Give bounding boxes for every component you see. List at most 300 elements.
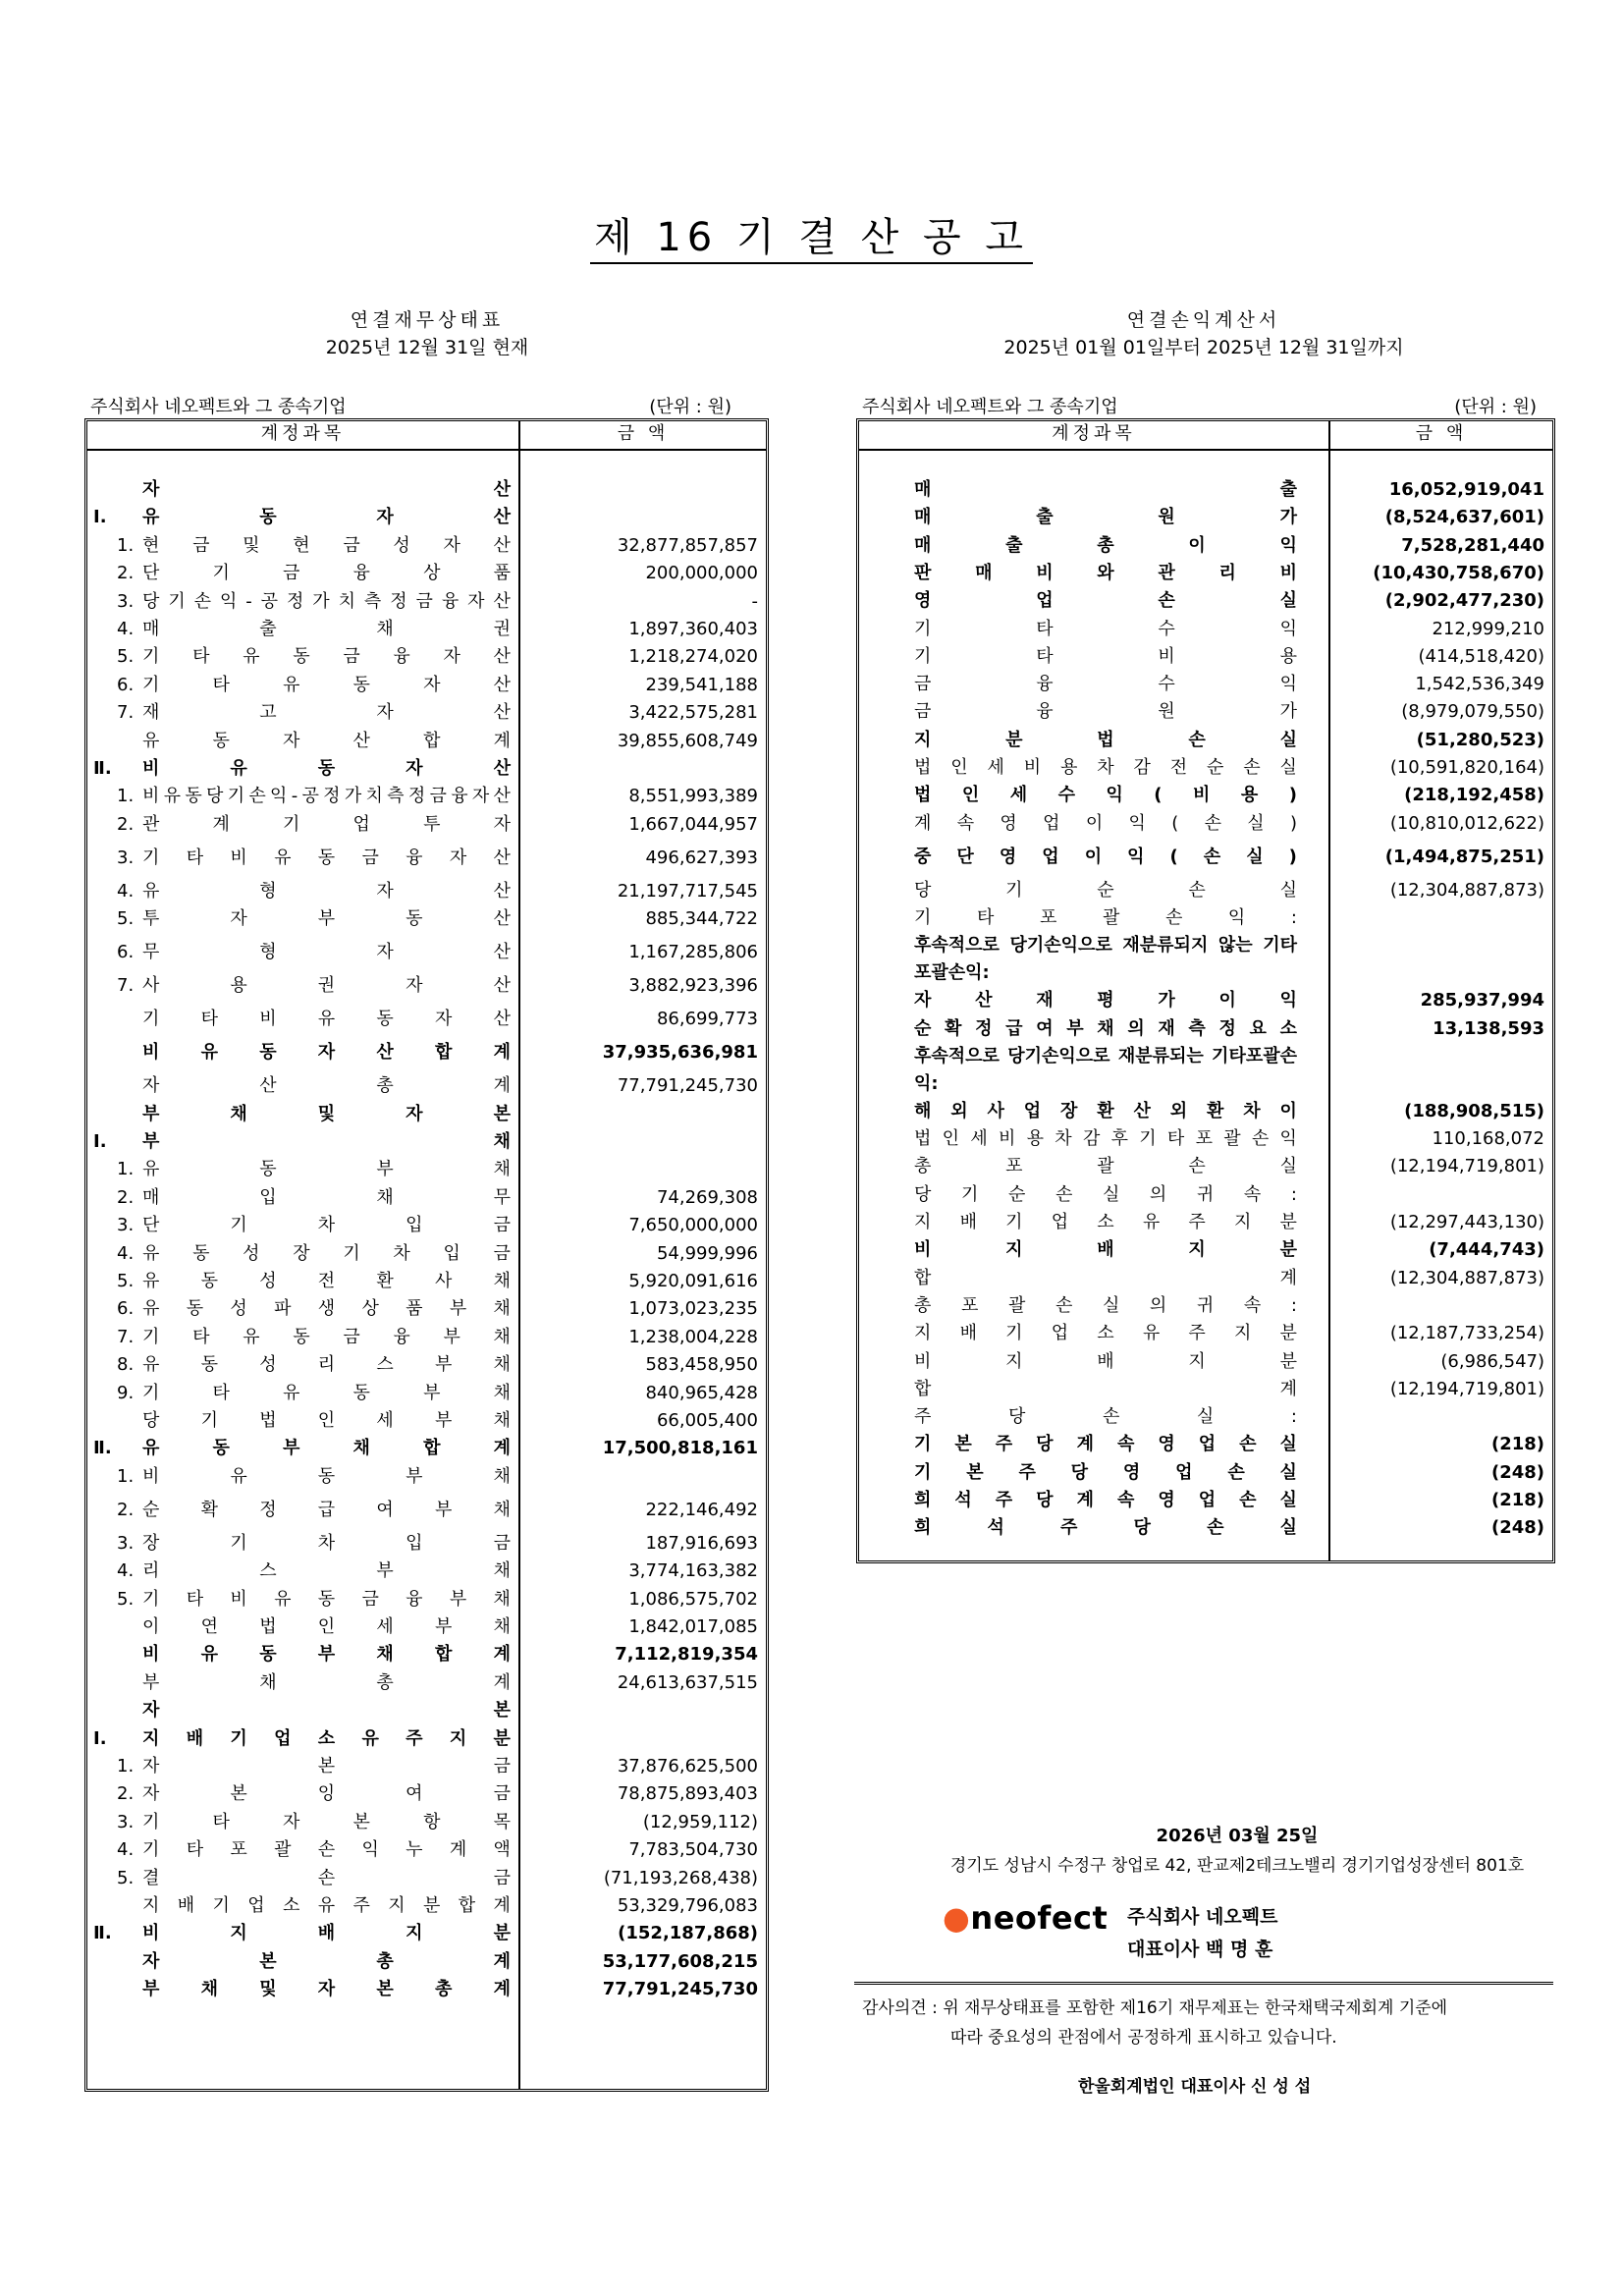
is-row-amount: 16,052,919,041 (1388, 479, 1544, 500)
is-row (859, 1459, 1552, 1487)
is-col-amount: 금 액 (1415, 423, 1468, 444)
is-row-amount: (218) (1490, 1434, 1544, 1455)
bs-row-label: 유 동 성 리 스 부 채 (142, 1354, 511, 1376)
bs-row-number: 1. (117, 786, 135, 807)
is-row (859, 1403, 1552, 1431)
bs-row (87, 1725, 766, 1753)
audit-opinion-line2: 따라 중요성의 관점에서 공정하게 표시하고 있습니다. (950, 2028, 1337, 2048)
bs-row-number: 4. (117, 1839, 135, 1861)
bs-row-label: 유 동 자 산 (142, 507, 511, 528)
is-row-amount: (10,430,758,670) (1373, 562, 1544, 583)
bs-row (87, 560, 766, 587)
bs-row (87, 532, 766, 560)
bs-row-amount: 200,000,000 (645, 563, 758, 584)
bs-row-label: 당 기 법 인 세 부 채 (142, 1410, 511, 1431)
is-row (859, 1376, 1552, 1403)
is-row-label: 주 당 손 실 : (914, 1406, 1297, 1428)
bs-row-label: 유 동 성 파 생 상 품 부 채 (142, 1298, 511, 1320)
bs-row-amount: 222,146,492 (645, 1499, 758, 1520)
bs-row-label: 단 기 금 융 상 품 (142, 563, 511, 584)
bs-row-number: 3. (117, 1811, 135, 1832)
is-row-amount: (7,444,743) (1429, 1239, 1544, 1261)
is-row-label: 희 석 주 당 손 실 (914, 1517, 1297, 1539)
is-row-amount: (10,810,012,622) (1389, 812, 1544, 834)
bs-row-label: 비 유 동 자 산 합 계 (142, 1042, 511, 1064)
bs-row (87, 1463, 766, 1491)
bs-row-label: 부 채 및 자 본 (142, 1103, 511, 1124)
is-row-amount: 285,937,994 (1420, 990, 1544, 1011)
bs-row-label: 비 유 동 부 채 (142, 1465, 511, 1487)
is-row (859, 1209, 1552, 1236)
bs-row-number: 5. (117, 1588, 135, 1610)
bs-row-number: 3. (117, 590, 135, 612)
bs-row-roman: Ⅰ. (93, 1727, 107, 1749)
bs-row-label: 관 계 기 업 투 자 (142, 813, 511, 835)
bs-row-label: 자 본 (142, 1700, 511, 1722)
is-row-label: 매 출 총 이 익 (914, 534, 1297, 556)
bs-row-label: 투 자 부 동 산 (142, 908, 511, 930)
is-row (859, 932, 1552, 987)
company-name: 주식회사 네오펙트 (1127, 1906, 1278, 1928)
bs-row (87, 1976, 766, 2003)
bs-row-number: 2. (117, 1783, 135, 1805)
is-row-amount (1330, 1403, 1544, 1431)
is-row (859, 476, 1552, 504)
bs-row-label: 매 출 채 권 (142, 619, 511, 639)
bs-row (87, 1240, 766, 1268)
bs-row-amount: 496,627,393 (645, 847, 758, 868)
bs-row (87, 1497, 766, 1524)
is-row (859, 698, 1552, 726)
bs-row (87, 755, 766, 783)
bs-row (87, 1920, 766, 1947)
ceo-name: 대표이사 백 명 훈 (1127, 1939, 1273, 1960)
bs-row (87, 1613, 766, 1641)
bs-row (87, 1641, 766, 1668)
is-row-amount (1330, 1181, 1544, 1209)
is-row-label: 금 융 수 익 (914, 674, 1297, 695)
is-row-label: 당 기 순 손 실 의 귀 속 : (914, 1183, 1297, 1205)
bs-row-amount (520, 1101, 758, 1128)
bs-row-amount: 66,005,400 (656, 1410, 758, 1431)
is-row-label: 비 지 배 지 분 (914, 1350, 1297, 1372)
bs-row-amount (520, 1463, 758, 1491)
bs-row-label: 부 채 (142, 1131, 511, 1152)
bs-row (87, 1669, 766, 1697)
bs-row (87, 845, 766, 872)
is-row-label: 후속적으로 당기손익으로 재분류되는 기타포괄손익: (914, 1045, 1297, 1094)
bs-row (87, 1039, 766, 1066)
bs-row-amount: 17,500,818,161 (602, 1438, 758, 1459)
is-row-amount: (8,979,079,550) (1401, 701, 1544, 723)
bs-row-amount: 1,218,274,020 (628, 646, 758, 668)
is-row (859, 671, 1552, 698)
bs-row-amount: (152,187,868) (618, 1923, 758, 1944)
is-row-label: 합 계 (914, 1378, 1297, 1399)
bs-row-label: 자 산 (142, 479, 511, 500)
bs-row-label: 비 유 동 자 산 (142, 758, 511, 779)
bs-row-label: 비 지 배 지 분 (142, 1923, 511, 1944)
is-row-amount (1330, 932, 1544, 959)
is-row-label: 매 출 원 가 (914, 507, 1297, 528)
bs-row-roman: Ⅰ. (93, 1131, 107, 1152)
is-company: 주식회사 네오펙트와 그 종속기업 (862, 397, 1118, 417)
is-row (859, 727, 1552, 754)
bs-row-label: 자 본 금 (142, 1756, 511, 1777)
neofect-logo (943, 1899, 1108, 1937)
bs-row-number: 8. (117, 1354, 135, 1376)
income-statement-table (856, 418, 1555, 1563)
bs-row (87, 939, 766, 966)
is-row-amount: (12,187,733,254) (1389, 1323, 1544, 1344)
bs-row-label: 사 용 권 자 산 (142, 975, 511, 997)
bs-row-amount: 53,177,608,215 (602, 1950, 758, 1972)
bs-row-number: 2. (117, 1499, 135, 1520)
bs-row-amount: 53,329,796,083 (617, 1895, 758, 1916)
bs-row-label: 기 타 비 유 동 금 융 부 채 (142, 1588, 511, 1610)
bs-row-number: 1. (117, 1465, 135, 1487)
bs-row-label: 결 손 금 (142, 1867, 511, 1888)
bs-row (87, 616, 766, 643)
is-row-label: 당 기 순 손 실 (914, 879, 1297, 901)
bs-row (87, 504, 766, 531)
bs-row-label: 장 기 차 입 금 (142, 1532, 511, 1554)
is-row (859, 1153, 1552, 1180)
bs-row-amount (520, 1725, 758, 1753)
is-row-amount: (6,986,547) (1440, 1350, 1544, 1372)
bs-row-number: 4. (117, 619, 135, 639)
bs-row (87, 1351, 766, 1379)
is-row-label: 기 타 비 용 (914, 645, 1297, 667)
bs-row-amount: 7,650,000,000 (628, 1215, 758, 1236)
is-row-amount: (248) (1490, 1517, 1544, 1539)
bs-row-number: 5. (117, 1271, 135, 1291)
is-row-label: 매 출 (914, 479, 1297, 500)
bs-row (87, 1435, 766, 1462)
is-row-amount: (414,518,420) (1418, 645, 1544, 667)
bs-col-account: 계정과목 (260, 423, 346, 444)
bs-row-amount: 39,855,608,749 (617, 730, 758, 751)
bs-row-label: 단 기 차 입 금 (142, 1215, 511, 1236)
is-row-amount (1330, 1043, 1544, 1070)
bs-row-number: 4. (117, 1242, 135, 1264)
bs-row-amount: 54,999,996 (656, 1242, 758, 1264)
is-row (859, 1292, 1552, 1320)
bs-row (87, 1558, 766, 1585)
bs-row (87, 672, 766, 699)
bs-row-amount (520, 476, 758, 504)
bs-row (87, 1101, 766, 1128)
is-row-amount (1330, 904, 1544, 932)
bs-row (87, 1407, 766, 1435)
bs-row-roman: Ⅱ. (93, 758, 112, 779)
is-row-label: 지 분 법 손 실 (914, 729, 1297, 750)
bs-row-roman: Ⅰ. (93, 507, 107, 528)
bs-row (87, 1156, 766, 1183)
bs-row-label: 유 동 성 장 기 차 입 금 (142, 1242, 511, 1264)
is-row-amount: (51,280,523) (1416, 729, 1544, 750)
is-unit: (단위 : 원) (1454, 397, 1537, 417)
is-row-label: 총 포 괄 손 실 (914, 1156, 1297, 1177)
bs-row-amount (520, 1156, 758, 1183)
bs-row-roman: Ⅱ. (93, 1438, 112, 1459)
bs-row-label: 리 스 부 채 (142, 1560, 511, 1582)
is-row-label: 총 포 괄 손 실 의 귀 속 : (914, 1294, 1297, 1316)
bs-row-amount: - (751, 590, 758, 612)
bs-row-amount: 7,112,819,354 (615, 1644, 758, 1666)
is-row-label: 순 확 정 급 여 부 채 의 재 측 정 요 소 (914, 1017, 1297, 1039)
is-row-label: 지 배 기 업 소 유 주 지 분 (914, 1212, 1297, 1232)
bs-row-amount: 1,667,044,957 (628, 813, 758, 835)
is-row-amount: (12,304,887,873) (1389, 1267, 1544, 1288)
is-row-label: 후속적으로 당기손익으로 재분류되지 않는 기타포괄손익: (914, 935, 1297, 984)
bs-row-label: 기 타 자 본 항 목 (142, 1811, 511, 1832)
bs-row-label: 부 채 총 계 (142, 1671, 511, 1693)
bs-row-amount: 5,920,091,616 (628, 1271, 758, 1291)
bs-row-label: 당 기 손 익 - 공 정 가 치 측 정 금 융 자 산 (142, 590, 511, 612)
bs-row-amount: 1,167,285,806 (628, 942, 758, 963)
is-row (859, 1181, 1552, 1209)
is-row (859, 1487, 1552, 1514)
is-row-label: 희 석 주 당 계 속 영 업 손 실 (914, 1490, 1297, 1510)
is-row-amount: 110,168,072 (1432, 1128, 1544, 1150)
bs-row-number: 3. (117, 1215, 135, 1236)
bs-row-amount (520, 1697, 758, 1724)
is-row (859, 1514, 1552, 1542)
bs-row (87, 643, 766, 671)
bs-row-roman: Ⅱ. (93, 1923, 112, 1944)
bs-row-label: 현 금 및 현 금 성 자 산 (142, 534, 511, 556)
is-row-amount: (218) (1490, 1490, 1544, 1510)
bs-row-amount: 24,613,637,515 (617, 1671, 758, 1693)
is-row-amount (1330, 1292, 1544, 1320)
is-row (859, 987, 1552, 1014)
bs-row-label: 이 연 법 인 세 부 채 (142, 1616, 511, 1637)
bs-row-number: 1. (117, 1159, 135, 1180)
is-row-amount: (1,494,875,251) (1384, 846, 1544, 867)
is-row-amount: 1,542,536,349 (1415, 674, 1544, 695)
bs-row (87, 1380, 766, 1407)
bs-row-number: 4. (117, 1560, 135, 1582)
bs-row (87, 1586, 766, 1613)
bs-row-label: 기 타 비 유 동 금 융 자 산 (142, 847, 511, 868)
is-row-amount: (218,192,458) (1404, 785, 1544, 806)
bs-row-number: 6. (117, 674, 135, 695)
is-row-label: 법 인 세 수 익 ( 비 용 ) (914, 785, 1297, 806)
bs-row (87, 1753, 766, 1780)
bs-row-label: 자 산 총 계 (142, 1075, 511, 1097)
bs-row (87, 1865, 766, 1892)
bs-row-number: 7. (117, 1326, 135, 1347)
audit-opinion-line1: 감사의견 : 위 재무상태표를 포함한 제16기 재무제표는 한국채택국제회계 기준에 (862, 1998, 1448, 2018)
bs-row-number: 6. (117, 942, 135, 963)
bs-row-label: 유 형 자 산 (142, 880, 511, 902)
is-row (859, 904, 1552, 932)
bs-date: 2025년 12월 31일 현재 (325, 337, 529, 358)
bs-row-amount: 1,238,004,228 (628, 1326, 758, 1347)
is-row-label: 해 외 사 업 장 환 산 외 환 차 이 (914, 1100, 1297, 1121)
bs-row (87, 1892, 766, 1920)
company-address: 경기도 성남시 수정구 창업로 42, 판교제2테크노밸리 경기기업성장센터 801호 (949, 1856, 1525, 1876)
bs-row-number: 9. (117, 1382, 135, 1403)
is-row-label: 기 타 수 익 (914, 618, 1297, 639)
is-row (859, 616, 1552, 643)
bs-row-label: 기 타 유 동 금 융 자 산 (142, 646, 511, 668)
notice-date: 2026년 03월 25일 (1156, 1826, 1319, 1846)
bs-row-label: 유 동 부 채 합 계 (142, 1438, 511, 1459)
bs-row-amount: 3,422,575,281 (628, 702, 758, 724)
is-col-account: 계정과목 (1052, 423, 1136, 444)
bs-row-amount: 1,073,023,235 (628, 1298, 758, 1320)
is-row-label: 법 인 세 비 용 차 감 후 기 타 포 괄 손 익 (914, 1128, 1297, 1150)
bs-table-header (87, 421, 766, 451)
bs-row-amount: 3,882,923,396 (628, 975, 758, 997)
logo-text: neofect (970, 1899, 1109, 1937)
is-row-label: 합 계 (914, 1267, 1297, 1288)
bs-row (87, 905, 766, 933)
bs-row-label: 유 동 자 산 합 계 (142, 730, 511, 751)
bs-row-label: 매 입 채 무 (142, 1186, 511, 1208)
bs-row-amount: 840,965,428 (645, 1382, 758, 1403)
bs-row-amount: 8,551,993,389 (628, 786, 758, 807)
bs-row-number: 5. (117, 1867, 135, 1888)
bs-row (87, 1530, 766, 1558)
bs-row-label: 기 타 비 유 동 자 산 (142, 1009, 511, 1030)
bs-row-amount: 78,875,893,403 (617, 1783, 758, 1805)
is-row-label: 기 본 주 당 영 업 손 실 (914, 1461, 1297, 1483)
bs-row (87, 1809, 766, 1836)
bs-row (87, 878, 766, 905)
is-row-label: 기 타 포 괄 손 익 : (914, 906, 1297, 928)
bs-row (87, 1072, 766, 1100)
is-row-amount: 212,999,210 (1432, 618, 1544, 639)
bs-row-amount: (71,193,268,438) (603, 1867, 758, 1888)
bs-row-label: 무 형 자 산 (142, 942, 511, 963)
bs-row-number: 5. (117, 908, 135, 930)
bs-row-amount (520, 504, 758, 531)
is-row (859, 1320, 1552, 1347)
bs-row (87, 699, 766, 727)
is-row (859, 844, 1552, 871)
is-row-label: 판 매 비 와 관 리 비 (914, 562, 1297, 583)
bs-row-number: 1. (117, 1756, 135, 1777)
bs-row (87, 476, 766, 504)
is-row (859, 877, 1552, 904)
bs-row-label: 지 배 기 업 소 유 주 지 분 (142, 1727, 511, 1749)
is-row (859, 532, 1552, 560)
is-row (859, 643, 1552, 671)
bs-col-amount: 금 액 (617, 423, 670, 444)
bs-row (87, 1212, 766, 1239)
is-row (859, 782, 1552, 809)
bs-row-label: 부 채 및 자 본 총 계 (142, 1979, 511, 2000)
bs-row (87, 783, 766, 810)
is-row (859, 1125, 1552, 1153)
bs-title: 연결재무상태표 (350, 309, 505, 331)
bs-row-amount: 86,699,773 (656, 1009, 758, 1030)
bs-row (87, 972, 766, 1000)
bs-row (87, 811, 766, 839)
is-row-amount: 13,138,593 (1433, 1017, 1544, 1039)
bs-row-amount: 7,783,504,730 (628, 1839, 758, 1861)
bs-row (87, 1780, 766, 1808)
bs-row-amount: 37,935,636,981 (602, 1042, 758, 1064)
bs-row-number: 7. (117, 702, 135, 724)
balance-sheet-table (84, 418, 769, 2092)
is-row-amount: (2,902,477,230) (1384, 590, 1544, 612)
bs-row-number: 2. (117, 563, 135, 584)
bs-row-number: 3. (117, 1532, 135, 1554)
bs-row-label: 비 유 동 당 기 손 익 - 공 정 가 치 측 정 금 융 자 산 (142, 786, 511, 807)
bs-row-number: 6. (117, 1298, 135, 1320)
is-row (859, 1043, 1552, 1098)
bs-row-label: 기 타 유 동 부 채 (142, 1382, 511, 1403)
is-row (859, 1348, 1552, 1376)
is-row (859, 560, 1552, 587)
is-row-label: 법 인 세 비 용 차 감 전 순 손 실 (914, 757, 1297, 778)
bs-row-number: 7. (117, 975, 135, 997)
is-row-label: 금 융 원 가 (914, 701, 1297, 723)
page-title: 제 16 기 결 산 공 고 (0, 206, 1623, 262)
bs-row-label: 기 타 포 괄 손 익 누 계 액 (142, 1839, 511, 1861)
bs-row-label: 자 본 총 계 (142, 1950, 511, 1972)
auditor-signature: 한울회계법인 대표이사 신 성 섭 (1078, 2077, 1312, 2097)
bs-row-amount: 3,774,163,382 (628, 1560, 758, 1582)
bs-row-label: 순 확 정 급 여 부 채 (142, 1499, 511, 1520)
bs-row-amount: 32,877,857,857 (617, 534, 758, 556)
bs-row-amount: 21,197,717,545 (617, 880, 758, 902)
bs-row-amount (520, 755, 758, 783)
bs-row-number: 5. (117, 646, 135, 668)
bs-row-amount: 77,791,245,730 (602, 1979, 758, 2000)
is-row-amount: (10,591,820,164) (1389, 757, 1544, 778)
is-row-label: 중 단 영 업 이 익 ( 손 실 ) (914, 846, 1297, 867)
audit-divider (854, 1982, 1553, 1985)
bs-row-amount: 74,269,308 (656, 1186, 758, 1208)
bs-row-amount: 239,541,188 (645, 674, 758, 695)
is-row-label: 기 본 주 당 계 속 영 업 손 실 (914, 1434, 1297, 1455)
bs-heading (83, 306, 771, 361)
bs-row-label: 비 유 동 부 채 합 계 (142, 1644, 511, 1666)
is-row (859, 1431, 1552, 1458)
bs-row (87, 1128, 766, 1156)
is-row-amount: (188,908,515) (1404, 1100, 1544, 1121)
is-heading (854, 306, 1553, 361)
is-row (859, 504, 1552, 531)
bs-row-amount: (12,959,112) (642, 1811, 758, 1832)
is-row-amount: (248) (1490, 1461, 1544, 1483)
bs-company: 주식회사 네오펙트와 그 종속기업 (90, 397, 347, 417)
bs-row-number: 3. (117, 847, 135, 868)
is-row (859, 1015, 1552, 1043)
is-row-amount: (12,304,887,873) (1389, 879, 1544, 901)
bs-row-amount (520, 1128, 758, 1156)
bs-row (87, 1006, 766, 1033)
bs-row-amount: 1,086,575,702 (628, 1588, 758, 1610)
is-row (859, 1236, 1552, 1264)
bs-row-amount: 1,842,017,085 (628, 1616, 758, 1637)
is-row-label: 계 속 영 업 이 익 ( 손 실 ) (914, 812, 1297, 834)
is-row-amount: (12,297,443,130) (1389, 1212, 1544, 1232)
bs-row-number: 1. (117, 534, 135, 556)
bs-row-amount: 187,916,693 (645, 1532, 758, 1554)
bs-row-label: 지 배 기 업 소 유 주 지 분 합 계 (142, 1895, 511, 1916)
bs-row-amount: 583,458,950 (645, 1354, 758, 1376)
bs-row (87, 728, 766, 755)
is-row-amount: 7,528,281,440 (1401, 534, 1544, 556)
bs-row-amount: 1,897,360,403 (628, 619, 758, 639)
bs-row-amount: 37,876,625,500 (617, 1756, 758, 1777)
